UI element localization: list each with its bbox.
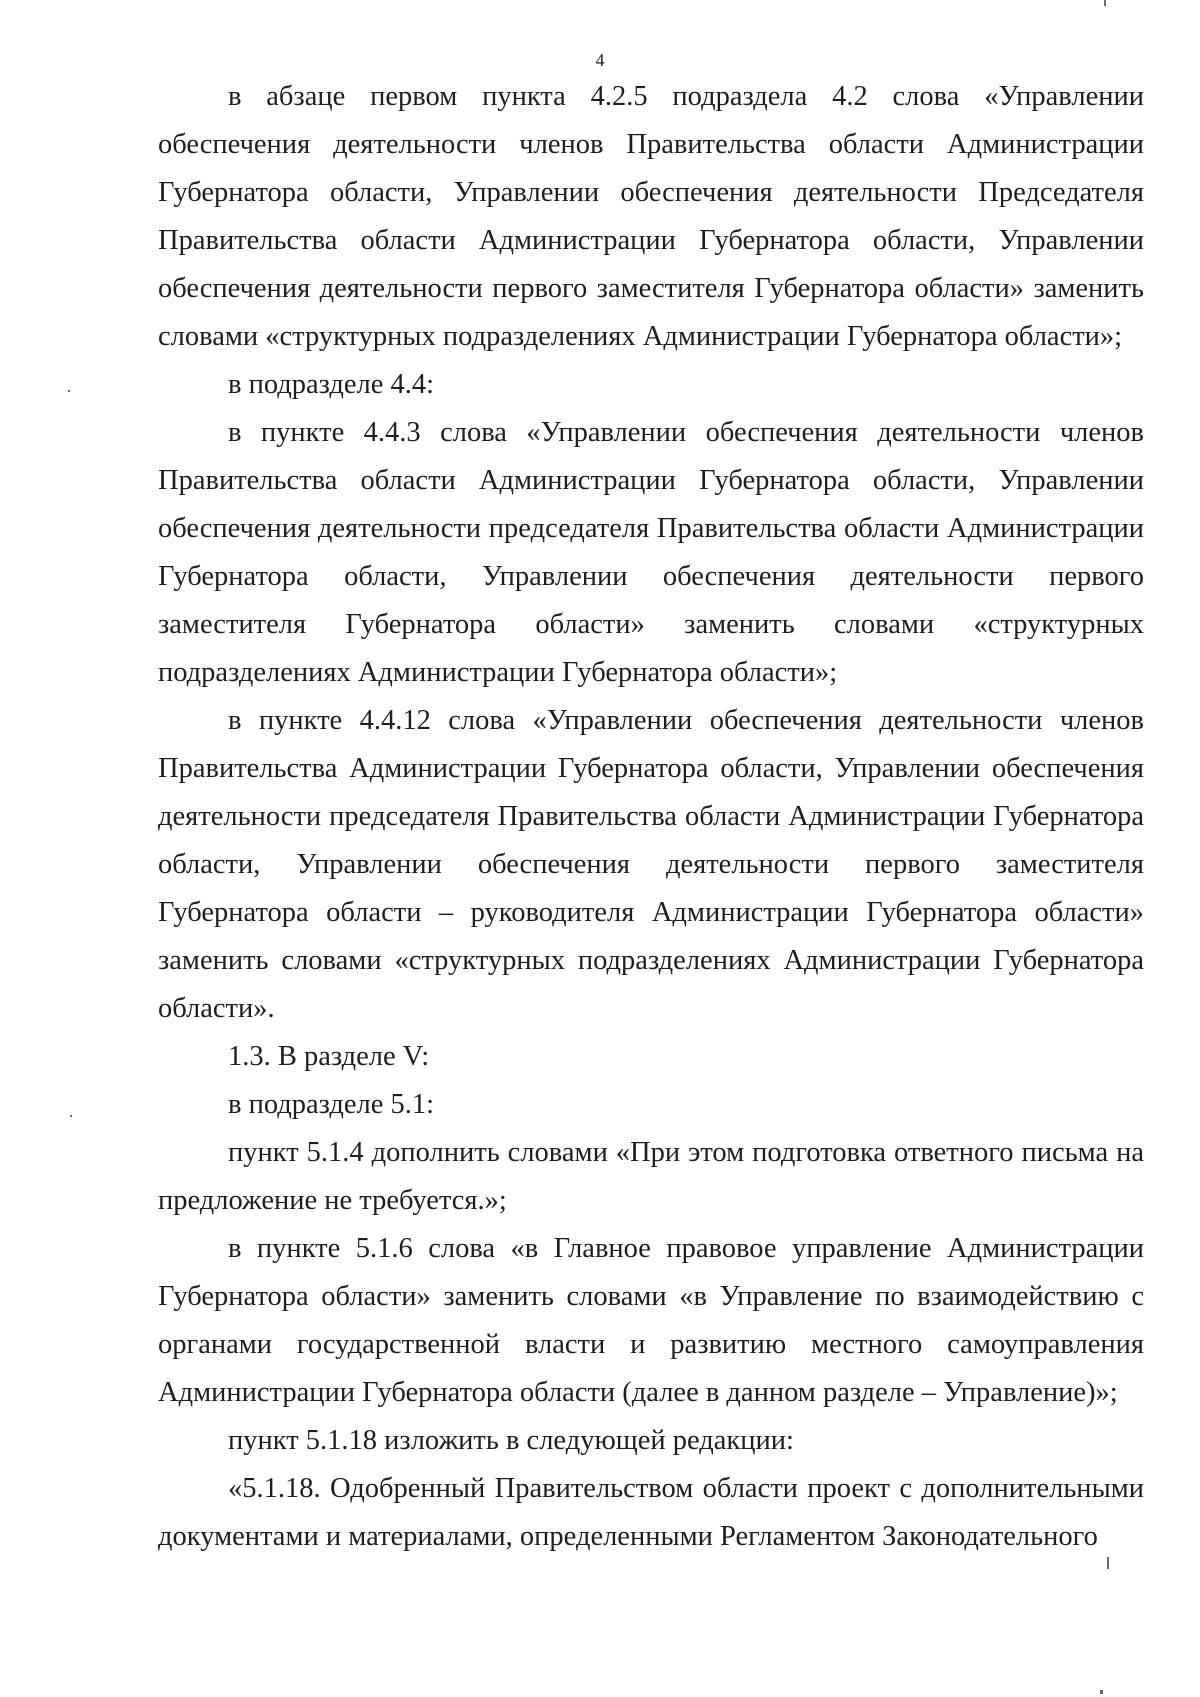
- paragraph-4-4-12-amendment: в пункте 4.4.12 слова «Управлении обеспечения деятельности членов Правительства Администрации Губернатора области, Управлении обеспечения деятельности председателя Правительства области Администрации Губернатора области, Управлении обеспечения деятельности первого заместителя Губернатора области – руководителя Администрации Губернатора области» заменить словами «структурных подразделениях Администрации Губернатора области».: [158, 705, 1144, 1024]
- paragraph-subsection-5-1: в подразделе 5.1:: [228, 1089, 435, 1120]
- paragraph-5-1-18-text: «5.1.18. Одобренный Правительством области проект с дополнительными документами и материалами, определенными Регламентом Законодательного: [158, 1473, 1144, 1552]
- page-number: 4: [595, 50, 605, 70]
- paragraph-4-2-5-amendment: в абзаце первом пункта 4.2.5 подраздела 4.2 слова «Управлении обеспечения деятельности членов Правительства области Администрации Губернатора области, Управлении обеспечения деятельности Председателя Правительства области Администрации Губернатора области, Управлении обеспечения деятельности первого заместителя Губернатора области» заменить словами «структурных подразделениях Администрации Губернатора области»;: [158, 81, 1144, 352]
- scan-speck: [68, 390, 70, 392]
- paragraph-section-v-heading: 1.3. В разделе V:: [228, 1041, 430, 1072]
- scan-speck: [1100, 1690, 1103, 1694]
- paragraph-5-1-18-intro: пункт 5.1.18 изложить в следующей редакции:: [228, 1425, 794, 1456]
- scan-speck: [1104, 0, 1106, 6]
- scan-speck: [70, 1115, 72, 1117]
- paragraph-5-1-4-amendment: пункт 5.1.4 дополнить словами «При этом подготовка ответного письма на предложение не требуется.»;: [158, 1137, 1144, 1216]
- document-body: [158, 73, 1144, 1561]
- scan-speck: [1107, 1557, 1109, 1569]
- paragraph-subsection-4-4: в подразделе 4.4:: [228, 369, 435, 400]
- paragraph-4-4-3-amendment: в пункте 4.4.3 слова «Управлении обеспечения деятельности членов Правительства области Администрации Губернатора области, Управлении обеспечения деятельности председателя Правительства области Администрации Губернатора области, Управлении обеспечения деятельности первого заместителя Губернатора области» заменить словами «структурных подразделениях Администрации Губернатора области»;: [158, 417, 1144, 688]
- paragraph-5-1-6-amendment: в пункте 5.1.6 слова «в Главное правовое управление Администрации Губернатора области» заменить словами «в Управление по взаимодействию с органами государственной власти и развитию местного самоуправления Администрации Губернатора области (далее в данном разделе – Управление)»;: [158, 1233, 1144, 1408]
